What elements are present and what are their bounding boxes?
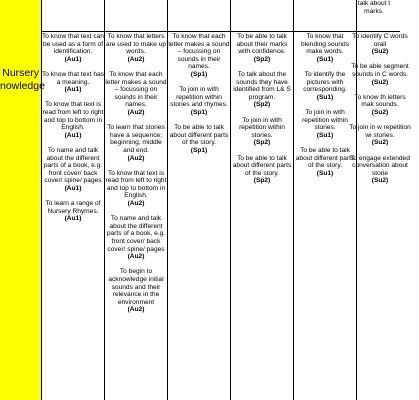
top-cell-content (343, 0, 405, 15)
objective-text: To join in with repetition within stories and rhymes. (170, 86, 228, 109)
objective-code: (Au2) (127, 55, 145, 63)
objective-item (349, 124, 411, 147)
objective-text: To know that text is read from left to right and top to bottom in English. (42, 101, 104, 132)
objective-text: To be able to talk about different parts of the story. (295, 146, 355, 170)
objective-item (105, 215, 167, 261)
objective-item (231, 33, 293, 63)
objective-item (349, 33, 411, 56)
objective-code: (Au1) (64, 86, 82, 94)
objective-code: (Au1) (64, 184, 82, 192)
objective-code: (Su1) (316, 93, 334, 101)
objective-item (168, 86, 230, 116)
objective-item (105, 170, 167, 208)
top-cell-line-2: marks. (364, 7, 384, 15)
objective-code: (Au1) (64, 131, 82, 139)
objective-item (294, 33, 356, 63)
objective-text: To know that letters are used to make up words. (105, 33, 167, 56)
objective-code: (Sp2) (253, 139, 271, 147)
objective-text: To be able to talk about their marks with confidence. (236, 33, 288, 56)
objective-text: To join in with repetition within stories. (239, 116, 285, 139)
objective-code: (Su2) (371, 78, 389, 86)
objective-code: (Su1) (316, 131, 334, 139)
objective-text: To engage extended conversation about storie (350, 154, 410, 177)
objective-text: To identify C words orall (352, 33, 408, 48)
objective-code: (Au2) (127, 200, 145, 208)
objective-text: To name and talk about the different parts of a book, e.g. front cover/ back cover/ spine/ pages (106, 215, 166, 253)
objective-text: To know that each letter makes a sound – focussing on sounds in their names. (168, 33, 230, 71)
objective-item (168, 124, 230, 154)
objective-text: To join in w repetition wi stories. (349, 124, 411, 139)
column-summer-1 (294, 0, 357, 400)
objective-text: To identify the pictures with corresponding. (303, 70, 347, 94)
objective-item (349, 63, 411, 86)
objective-text: To join in with repetition within stories. (302, 108, 348, 132)
objective-item (294, 71, 356, 101)
objective-code: (Su2) (371, 48, 389, 56)
objective-code: (Au2) (127, 306, 145, 314)
objective-text: To know that text can be used as a form of identification. (42, 33, 104, 56)
objective-item (42, 71, 104, 94)
objective-item (42, 101, 104, 139)
objective-item (105, 71, 167, 117)
column-autumn-2 (105, 0, 168, 400)
cell-content (105, 33, 167, 322)
row-label-line-1: Nursery (2, 67, 39, 79)
row-label (0, 67, 45, 93)
objective-text: To be able to talk about different parts of the story. (169, 124, 229, 147)
cell-content (231, 33, 293, 192)
objective-code: (Sp2) (253, 55, 271, 63)
objective-text: To know that blending sounds make words. (300, 33, 350, 56)
objective-item (105, 268, 167, 314)
objective-code: (Su2) (371, 177, 389, 185)
objective-item (231, 117, 293, 147)
objective-item (105, 33, 167, 63)
column-spring-2 (231, 0, 294, 400)
objective-text: To learn a range of Nursery Rhymes. (45, 200, 101, 215)
objective-text: To be able to talk about different parts of the story. (232, 154, 292, 177)
top-cell-line-1: talk about t (357, 0, 391, 7)
objective-text: To know that text is read from left to right and top to bottom in English. (105, 169, 167, 200)
column-spring-1 (168, 0, 231, 400)
objective-text: To know that text has a meaning. (42, 70, 104, 86)
objective-code: (Sp1) (190, 70, 208, 78)
objective-code: (Au1) (64, 215, 82, 223)
objective-item (349, 94, 411, 117)
objective-item (231, 71, 293, 109)
objective-text: To learn that stories have a sequence; beginning, middle and end. (107, 124, 165, 154)
objective-code: (Sp1) (190, 108, 208, 116)
objective-item (42, 33, 104, 63)
cell-content (294, 33, 356, 185)
objective-text: To know th letters mak sounds. (354, 93, 406, 109)
objective-item (105, 124, 167, 162)
cell-content (349, 33, 411, 192)
objective-code: (Au2) (127, 154, 145, 162)
row-label-cell (0, 0, 45, 400)
objective-text: To be able segment sounds in C words. (351, 63, 409, 78)
objective-item (231, 155, 293, 185)
objective-text: To begin to acknowledge initial sounds and their relevance in the environment (108, 268, 164, 306)
objective-text: To talk about the sounds they have identified from L& S program. (233, 70, 291, 101)
objective-text: To name and talk about the different parts of a book, e.g. front cover/ back cover/ spine/ pages (43, 146, 103, 185)
objective-code: (Sp2) (253, 177, 271, 185)
objective-code: (Au2) (127, 253, 145, 261)
objective-item (42, 200, 104, 223)
objective-code: (Su1) (316, 55, 334, 63)
objective-item (42, 147, 104, 193)
objective-code: (Su2) (371, 108, 389, 116)
objective-text: To know that each letter makes a sound – focussing on sounds in their names. (105, 70, 167, 109)
objective-code: (Su1) (316, 169, 334, 177)
objective-code: (Sp2) (253, 101, 271, 109)
objective-item (349, 155, 411, 185)
cell-content (42, 33, 104, 230)
objective-code: (Su2) (371, 139, 389, 147)
row-label-line-2: nowledge (0, 80, 45, 92)
objective-code: (Au1) (64, 55, 82, 63)
objective-code: (Sp1) (190, 146, 208, 154)
objective-code: (Au2) (127, 108, 145, 116)
objective-item (168, 33, 230, 79)
objective-item (294, 147, 356, 177)
objective-item (294, 109, 356, 139)
cell-content (168, 33, 230, 162)
column-summer-2 (349, 0, 419, 400)
column-autumn-1 (42, 0, 105, 400)
